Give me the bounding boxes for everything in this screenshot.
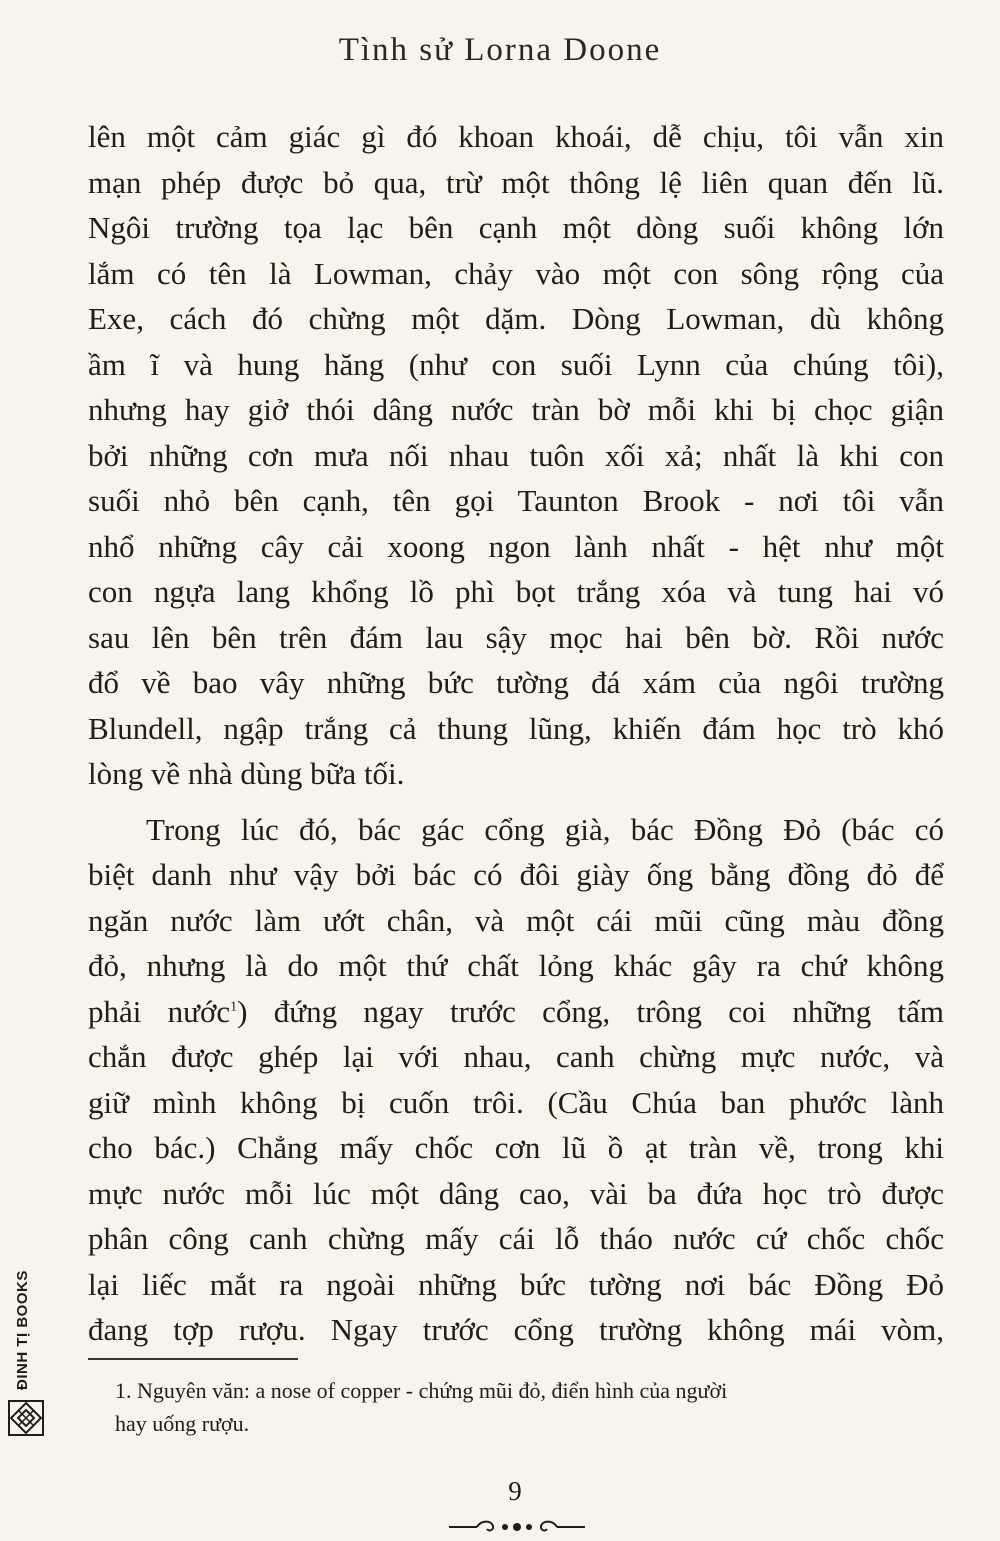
footnote — [115, 1374, 955, 1440]
text-line-with-footnote — [88, 989, 944, 1035]
text-line: cho bác.) Chẳng mấy chốc cơn lũ ồ ạt tràn về, trong khi — [88, 1130, 944, 1165]
text-line: bởi những cơn mưa nối nhau tuôn xối xả; nhất là khi con — [88, 437, 944, 473]
text-line: ngăn nước làm ướt chân, và một cái mũi cũng màu đồng — [88, 902, 944, 938]
text-line: giữ mình không bị cuốn trôi. (Cầu Chúa ban phước lành — [88, 1084, 944, 1120]
text-line: mực nước mỗi lúc một dâng cao, vài ba đứa học trò được — [88, 1175, 944, 1211]
text-line: đang tợp rượu. Ngay trước cổng trường không mái vòm, — [88, 1312, 944, 1347]
text-line: Exe, cách đó chừng một dặm. Dòng Lowman, dù không — [88, 301, 944, 336]
paragraph-1 — [88, 114, 944, 797]
text-line: lòng về nhà dùng bữa tối. — [88, 756, 405, 791]
body-text — [88, 114, 944, 1353]
text-line: lắm có tên là Lowman, chảy vào một con sông rộng của — [88, 255, 944, 291]
text-line: con ngựa lang khổng lồ phì bọt trắng xóa và tung hai vó — [88, 574, 944, 609]
text-line: biệt danh như vậy bởi bác có đôi giày ống bằng đồng đỏ để — [88, 857, 944, 892]
text-line: sau lên bên trên đám lau sậy mọc hai bên bờ. Rồi nước — [88, 619, 944, 655]
publisher-imprint — [6, 1268, 46, 1436]
text-fragment: phải nước — [88, 993, 231, 1029]
footnote-reference[interactable]: 1 — [230, 999, 238, 1015]
text-line: ầm ĩ và hung hăng (như con suối Lynn của chúng tôi), — [88, 346, 944, 382]
text-line: lại liếc mắt ra ngoài những bức tường nơi bác Đồng Đỏ — [88, 1266, 944, 1302]
text-line: đổ về bao vây những bức tường đá xám của ngôi trường — [88, 665, 944, 700]
text-line: Blundell, ngập trắng cả thung lũng, khiến đám học trò khó — [88, 710, 944, 746]
running-title: Tình sử Lorna Doone — [338, 32, 662, 68]
publisher-name: ĐINH TỊ BOOKS — [14, 1270, 31, 1390]
text-line: nhưng hay giở thói dâng nước tràn bờ mỗi khi bị chọc giận — [88, 392, 944, 427]
paragraph-2 — [88, 807, 944, 1353]
text-line: suối nhỏ bên cạnh, tên gọi Taunton Brook - nơi tôi vẫn — [88, 483, 944, 518]
footnote-line: hay uống rượu. — [115, 1411, 250, 1436]
text-line: mạn phép được bỏ qua, trừ một thông lệ liên quan đến lũ. — [88, 164, 944, 200]
text-line: Ngôi trường tọa lạc bên cạnh một dòng suối không lớn — [88, 210, 944, 245]
text-fragment: ) đứng ngay trước cổng, trông coi những tấm — [237, 993, 944, 1029]
text-line: nhổ những cây cải xoong ngon lành nhất - hệt như một — [88, 528, 944, 564]
page-number: 9 — [508, 1476, 522, 1506]
text-line: phân công canh chừng mấy cái lỗ tháo nước cứ chốc chốc — [88, 1221, 944, 1256]
text-line: lên một cảm giác gì đó khoan khoái, dễ chịu, tôi vẫn xin — [88, 119, 944, 154]
footnote-line: 1. Nguyên văn: a nose of copper - chứng mũi đỏ, điển hình của người — [115, 1378, 728, 1403]
paragraph-gap — [88, 797, 944, 807]
text-line: chắn được ghép lại với nhau, canh chừng mực nước, và — [88, 1039, 944, 1074]
text-line: đỏ, nhưng là do một thứ chất lỏng khác gây ra chứ không — [88, 948, 944, 983]
text-line: Trong lúc đó, bác gác cổng già, bác Đồng Đỏ (bác có — [146, 811, 944, 847]
diamond-lattice-icon — [8, 1400, 44, 1436]
flourish-ornament-icon — [447, 1518, 587, 1536]
footnote-divider — [88, 1358, 298, 1360]
